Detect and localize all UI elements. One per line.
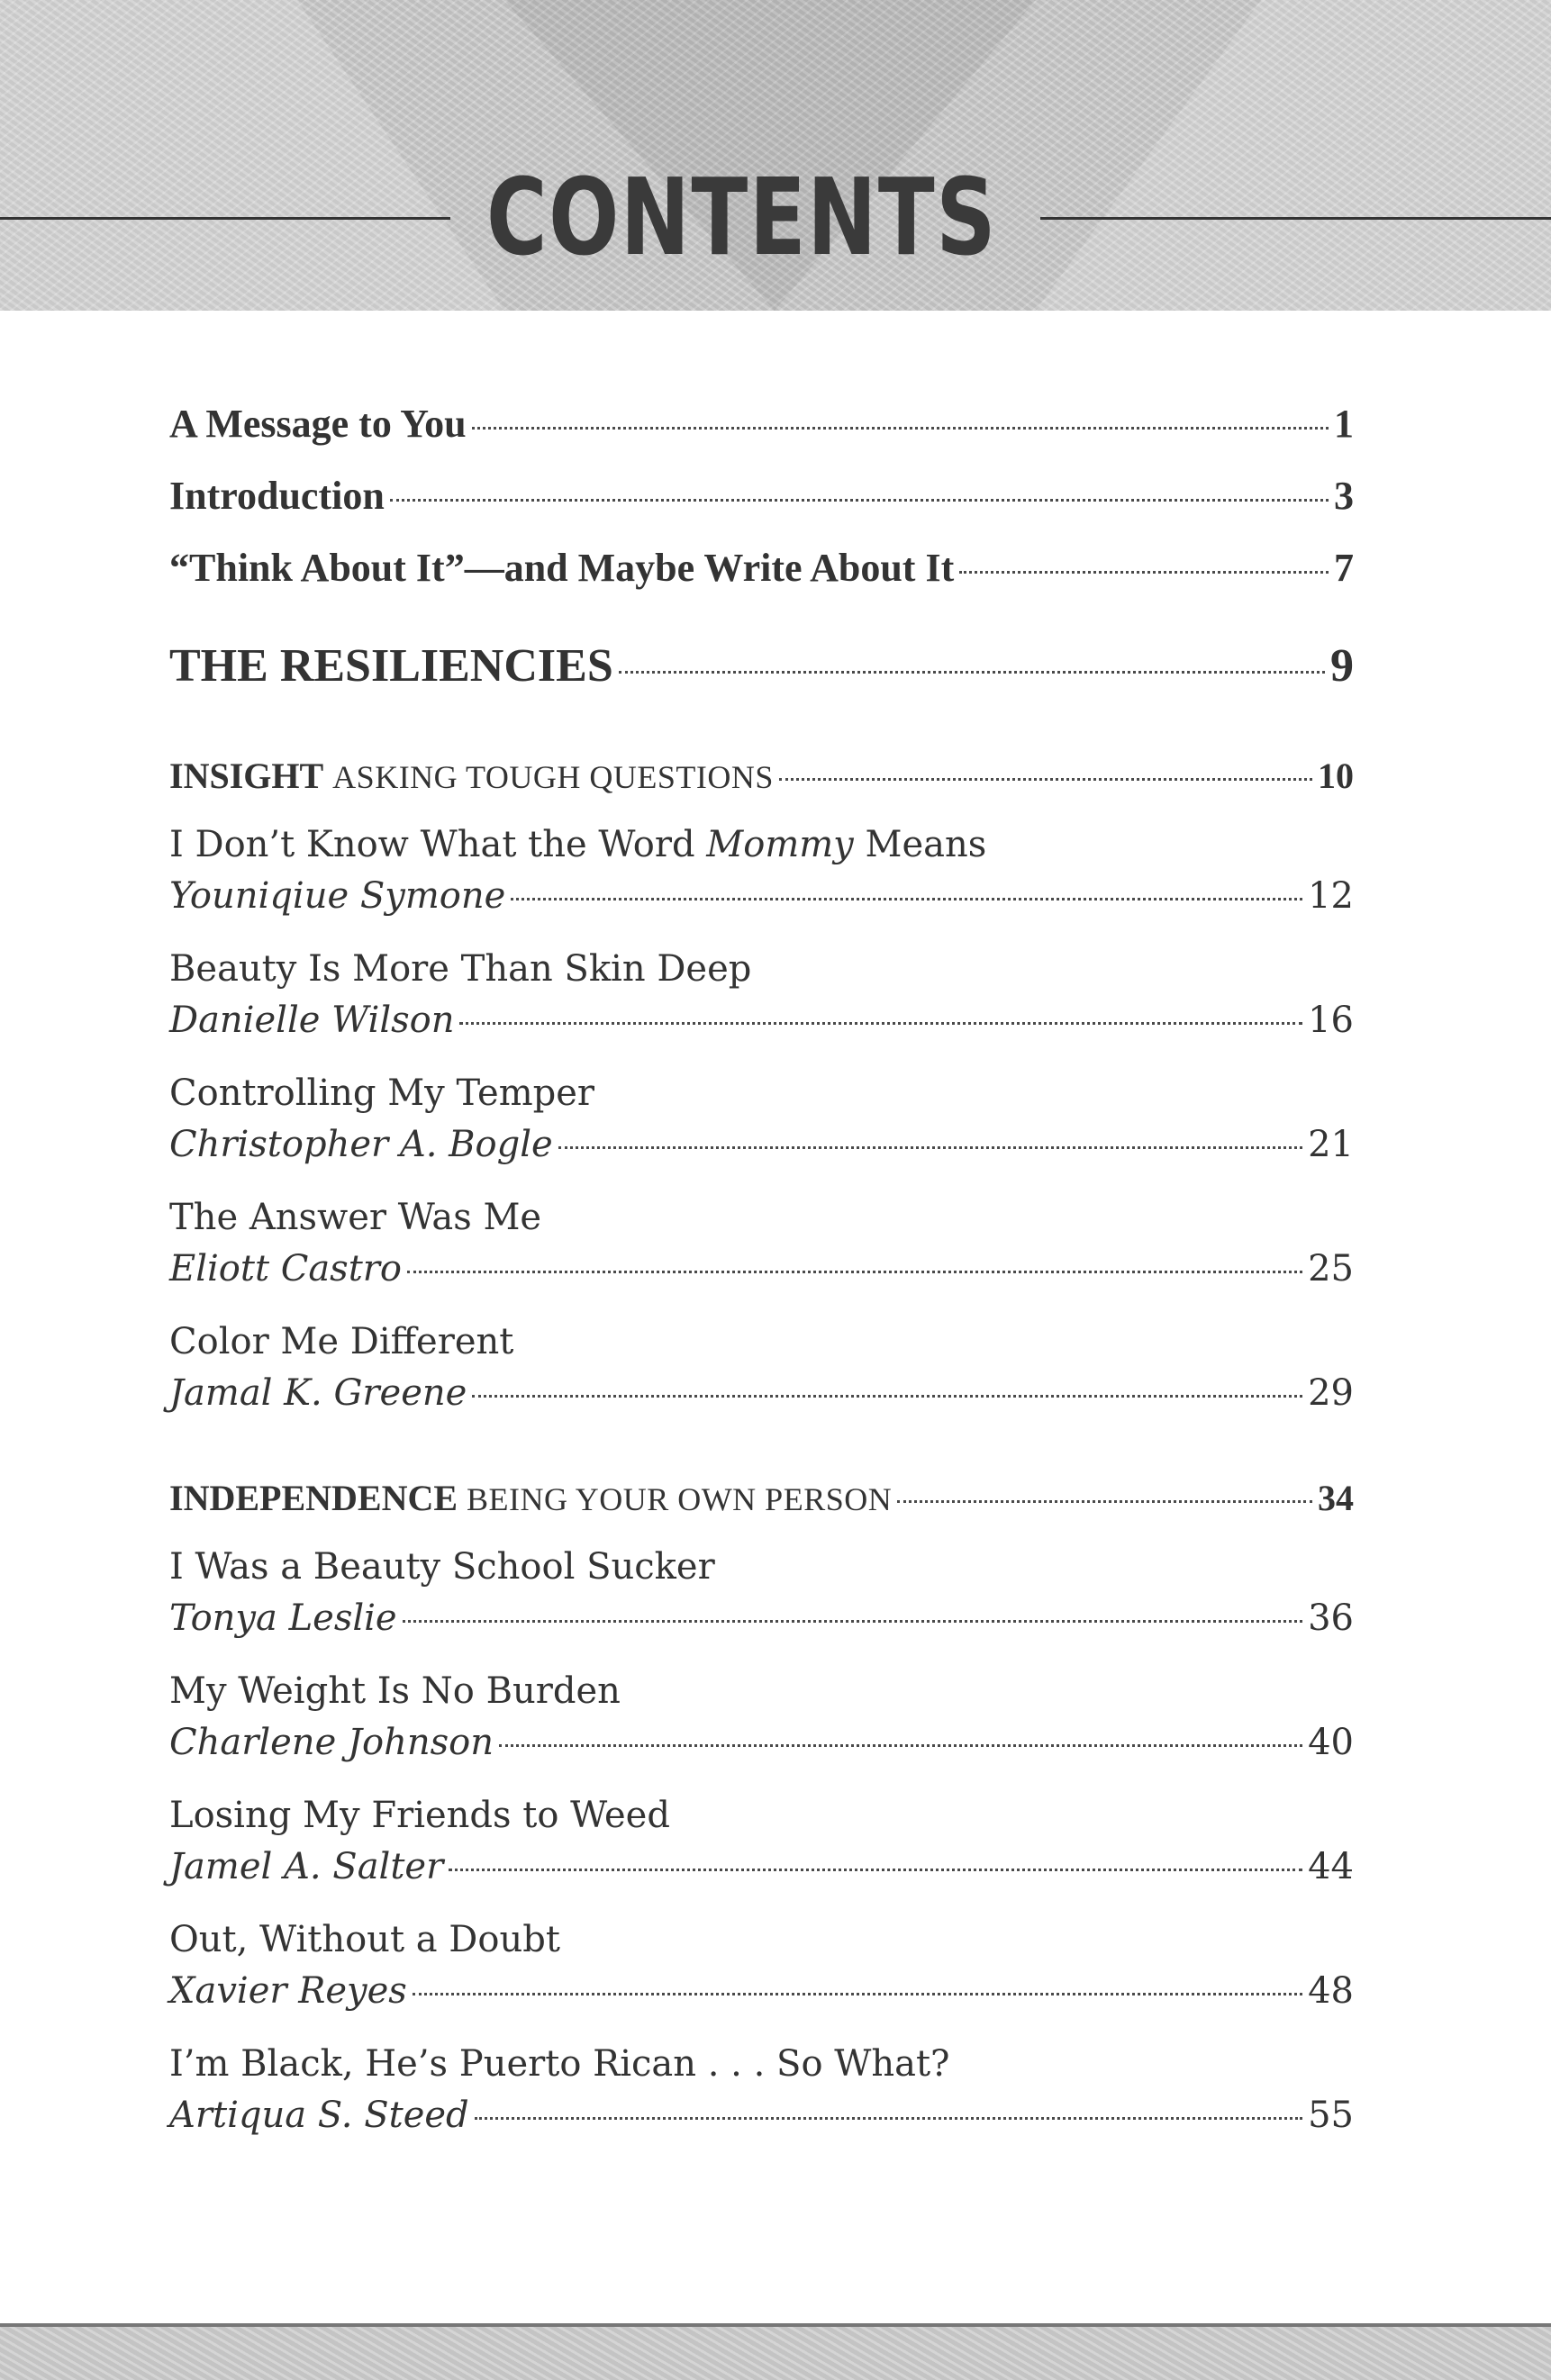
essay-title[interactable] <box>169 1919 1354 1960</box>
toc-entry-label: “Think About It”—and Maybe Write About It <box>169 546 955 590</box>
essay-page: 25 <box>1308 1248 1354 1290</box>
footer-band <box>0 2323 1551 2380</box>
essay-author: Xavier Reyes <box>169 1970 407 2012</box>
essay-title-text: I Was a Beauty School Sucker <box>169 1546 715 1588</box>
dot-leader <box>499 1744 1302 1747</box>
essay-author-row[interactable] <box>169 875 1354 917</box>
toc-section-independence[interactable] <box>169 1477 1354 1519</box>
essay-author: Christopher A. Bogle <box>169 1124 553 1165</box>
toc-entry-introduction[interactable] <box>169 473 1354 519</box>
essay-author: Youniqiue Symone <box>169 875 506 917</box>
essay-title[interactable] <box>169 1670 1354 1712</box>
dot-leader <box>472 427 1329 430</box>
essay-author: Tonya Leslie <box>169 1597 397 1639</box>
essay-author: Charlene Johnson <box>169 1722 494 1763</box>
dot-leader <box>472 1395 1302 1398</box>
essay-title-text: Losing My Friends to Weed <box>169 1795 670 1836</box>
essay-title-text: Color Me Different <box>169 1321 514 1362</box>
dot-leader <box>407 1271 1302 1273</box>
essay-title-text: I Don’t Know What the Word <box>169 824 707 865</box>
essay-author: Eliott Castro <box>169 1248 402 1290</box>
dot-leader <box>459 1022 1302 1025</box>
essay-page: 36 <box>1308 1597 1354 1639</box>
essay-page: 40 <box>1308 1722 1354 1763</box>
dot-leader <box>475 2117 1302 2120</box>
toc-part-page: 9 <box>1330 640 1354 692</box>
dot-leader <box>959 571 1329 574</box>
title-rule-right <box>1040 217 1551 220</box>
essay-author: Artiqua S. Steed <box>169 2095 469 2136</box>
toc-section-page: 34 <box>1318 1478 1354 1518</box>
essay-title-text: Means <box>853 824 987 865</box>
essay-title[interactable] <box>169 1072 1354 1114</box>
dot-leader <box>413 1993 1302 1995</box>
toc-entry-label: Introduction <box>169 474 385 518</box>
essay-author-row[interactable] <box>169 1372 1354 1414</box>
essay-title-emphasis: Mommy <box>706 824 854 865</box>
toc-entry-think-about-it[interactable] <box>169 545 1354 591</box>
essay-title-text: I’m Black, He’s Puerto Rican . . . So What? <box>169 2043 950 2085</box>
essay-author-row[interactable] <box>169 2095 1354 2136</box>
essay-author: Danielle Wilson <box>169 1000 455 1041</box>
dot-leader <box>779 778 1312 781</box>
essay-title[interactable] <box>169 1321 1354 1362</box>
dot-leader <box>449 1869 1302 1871</box>
essay-title[interactable] <box>169 1795 1354 1836</box>
section-subtitle: BEING YOUR OWN PERSON <box>467 1481 893 1517</box>
essay-page: 16 <box>1308 1000 1354 1041</box>
toc-part-label: THE RESILIENCIES <box>169 640 613 692</box>
toc-entry-page: 7 <box>1334 546 1354 590</box>
essay-author-row[interactable] <box>169 1000 1354 1041</box>
page-title: CONTENTS <box>486 155 998 279</box>
essay-page: 48 <box>1308 1970 1354 2012</box>
title-rule-left <box>0 217 450 220</box>
toc-part-resiliencies[interactable] <box>169 639 1354 692</box>
essay-page: 55 <box>1308 2095 1354 2136</box>
essay-title[interactable] <box>169 1197 1354 1238</box>
dot-leader <box>558 1146 1302 1149</box>
essay-author: Jamel A. Salter <box>169 1846 444 1887</box>
essay-title-text: Beauty Is More Than Skin Deep <box>169 948 752 990</box>
section-name: INSIGHT <box>169 756 324 796</box>
essay-author-row[interactable] <box>169 1124 1354 1165</box>
essay-title-text: My Weight Is No Burden <box>169 1670 621 1712</box>
section-subtitle: ASKING TOUGH QUESTIONS <box>332 759 774 795</box>
essay-title[interactable] <box>169 1546 1354 1588</box>
essay-author-row[interactable] <box>169 1722 1354 1763</box>
essay-title-text: Out, Without a Doubt <box>169 1919 560 1960</box>
essay-author: Jamal K. Greene <box>169 1372 467 1414</box>
toc-section-page: 10 <box>1318 756 1354 796</box>
dot-leader <box>511 898 1302 900</box>
dot-leader <box>897 1500 1312 1503</box>
footer-rule <box>0 2323 1551 2327</box>
essay-title[interactable] <box>169 824 1354 865</box>
dot-leader <box>403 1620 1302 1623</box>
toc-entry-message[interactable] <box>169 401 1354 447</box>
dot-leader <box>390 499 1329 502</box>
section-name: INDEPENDENCE <box>169 1478 458 1518</box>
essay-author-row[interactable] <box>169 1597 1354 1639</box>
toc-entry-label: A Message to You <box>169 402 467 446</box>
essay-page: 12 <box>1308 875 1354 917</box>
dot-leader <box>619 671 1325 674</box>
toc-entry-page: 1 <box>1334 402 1354 446</box>
toc-section-label <box>169 1477 892 1519</box>
essay-page: 29 <box>1308 1372 1354 1414</box>
toc-section-label <box>169 755 774 797</box>
essay-author-row[interactable] <box>169 1846 1354 1887</box>
essay-page: 44 <box>1308 1846 1354 1887</box>
essay-title[interactable] <box>169 2043 1354 2085</box>
toc-section-insight[interactable] <box>169 755 1354 797</box>
essay-title-text: The Answer Was Me <box>169 1197 542 1238</box>
essay-author-row[interactable] <box>169 1970 1354 2012</box>
essay-title[interactable] <box>169 948 1354 990</box>
toc-entry-page: 3 <box>1334 474 1354 518</box>
essay-author-row[interactable] <box>169 1248 1354 1290</box>
essay-page: 21 <box>1308 1124 1354 1165</box>
essay-title-text: Controlling My Temper <box>169 1072 595 1114</box>
